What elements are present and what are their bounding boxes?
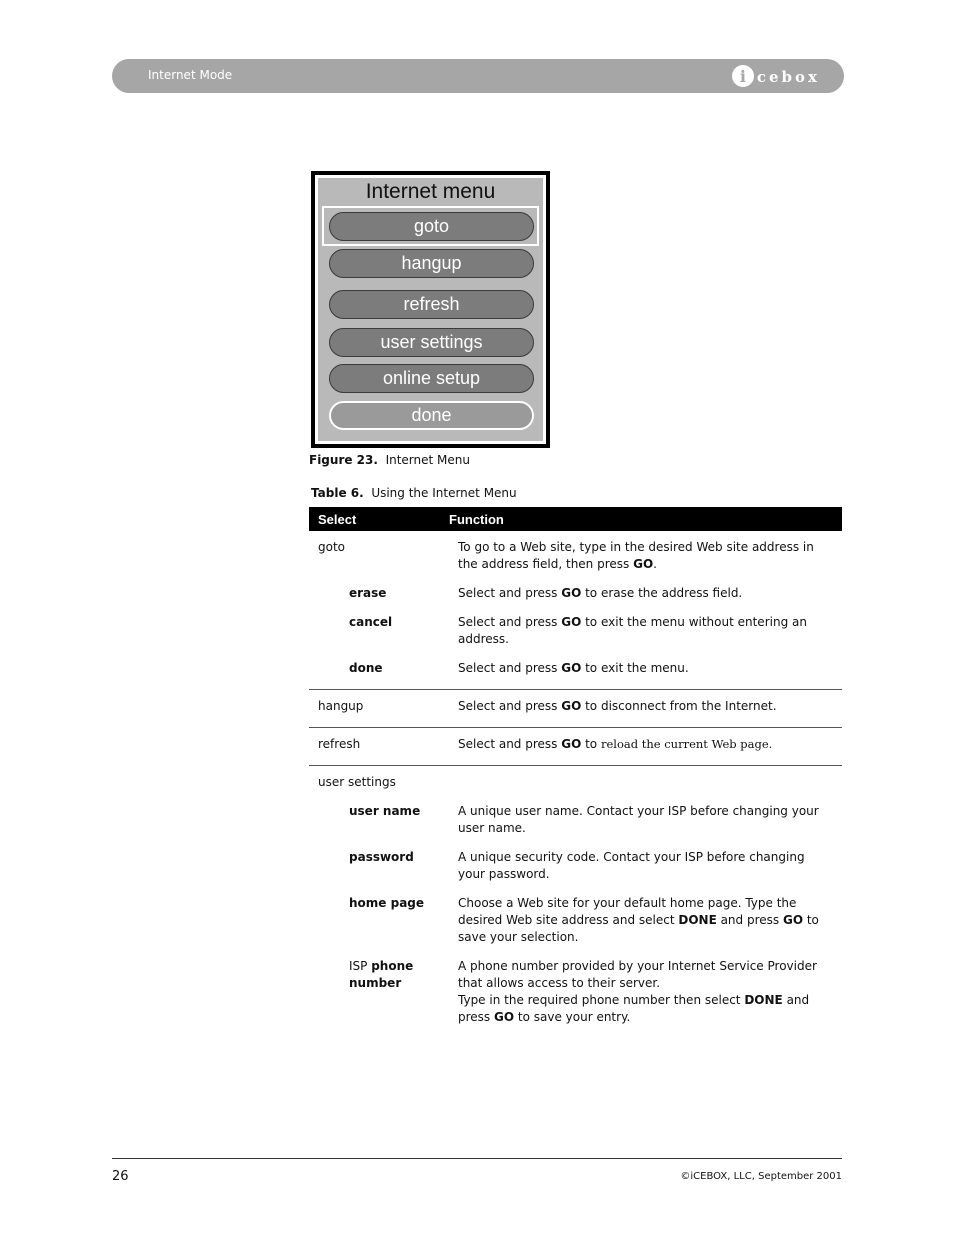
section-title: Internet Mode xyxy=(148,68,233,82)
internet-menu-table xyxy=(309,507,842,1038)
select-cell: goto xyxy=(318,540,346,554)
select-cell: refresh xyxy=(318,737,361,751)
table-row xyxy=(309,610,842,656)
user-settings-group xyxy=(309,766,842,1038)
select-cell: password xyxy=(349,850,414,864)
table-row xyxy=(309,799,842,845)
select-cell: cancel xyxy=(349,615,393,629)
table-row xyxy=(309,581,842,610)
hangup-group xyxy=(309,690,842,728)
icebox-i-logo-icon: i xyxy=(732,65,754,87)
online-setup-button[interactable]: online setup xyxy=(329,364,534,393)
done-button[interactable]: done xyxy=(329,401,534,430)
header-select: Select xyxy=(318,511,357,527)
function-cell: A phone number provided by your Internet Service Provider that allows access to their server. Type in the required phone number then select DONE and press GO to save your entry. xyxy=(458,959,817,1024)
refresh-group xyxy=(309,728,842,766)
table-caption-label: Table 6. xyxy=(311,486,364,500)
figure-caption xyxy=(309,453,470,467)
function-cell: Select and press GO to erase the address field. xyxy=(458,586,743,600)
copyright: ©iCEBOX, LLC, September 2001 xyxy=(680,1171,842,1182)
select-cell: done xyxy=(349,661,383,675)
function-cell: Select and press GO to disconnect from the Internet. xyxy=(458,699,777,713)
figure-caption-text: Internet Menu xyxy=(385,453,470,467)
device-bezel xyxy=(315,175,546,444)
function-cell: Choose a Web site for your default home page. Type the desired Web site address and select DONE and press GO to save your selection. xyxy=(458,896,819,944)
function-cell: To go to a Web site, type in the desired Web site address in the address field, then press GO. xyxy=(458,540,814,571)
page-number: 26 xyxy=(112,1169,129,1184)
device-screen xyxy=(318,178,543,441)
refresh-button[interactable]: refresh xyxy=(329,290,534,319)
icebox-logo xyxy=(732,64,820,88)
select-cell: ISP phone number xyxy=(349,959,414,990)
table-row xyxy=(309,954,842,1034)
internet-menu-figure xyxy=(311,171,550,448)
user-settings-button[interactable]: user settings xyxy=(329,328,534,357)
select-cell: home page xyxy=(349,896,425,910)
table-row xyxy=(309,694,842,723)
function-cell: Select and press GO to exit the menu. xyxy=(458,661,689,675)
header-bar xyxy=(112,59,844,93)
screen-title: Internet menu xyxy=(365,180,496,203)
goto-group xyxy=(309,531,842,690)
table-row xyxy=(309,845,842,891)
select-cell: erase xyxy=(349,586,387,600)
hangup-button[interactable]: hangup xyxy=(329,249,534,278)
logo-text: cebox xyxy=(756,68,820,86)
footer-divider xyxy=(112,1158,842,1159)
table-row xyxy=(309,891,842,954)
header-function: Function xyxy=(449,511,504,527)
table-row xyxy=(309,770,842,799)
select-cell: hangup xyxy=(318,699,364,713)
table-row xyxy=(309,656,842,685)
select-cell: user settings xyxy=(318,775,396,789)
figure-caption-label: Figure 23. xyxy=(309,453,378,467)
select-cell: user name xyxy=(349,804,421,818)
table-caption-text: Using the Internet Menu xyxy=(371,486,517,500)
function-cell: Select and press GO to reload the current Web page. xyxy=(458,737,773,751)
function-cell: A unique security code. Contact your ISP before changing your password. xyxy=(458,850,805,881)
function-cell xyxy=(458,774,842,791)
function-cell: A unique user name. Contact your ISP before changing your user name. xyxy=(458,804,819,835)
table-row xyxy=(309,535,842,581)
goto-button[interactable]: goto xyxy=(329,212,534,241)
function-cell: Select and press GO to exit the menu without entering an address. xyxy=(458,615,807,646)
table-row xyxy=(309,732,842,761)
table-caption xyxy=(311,486,517,500)
table-header xyxy=(309,507,842,531)
